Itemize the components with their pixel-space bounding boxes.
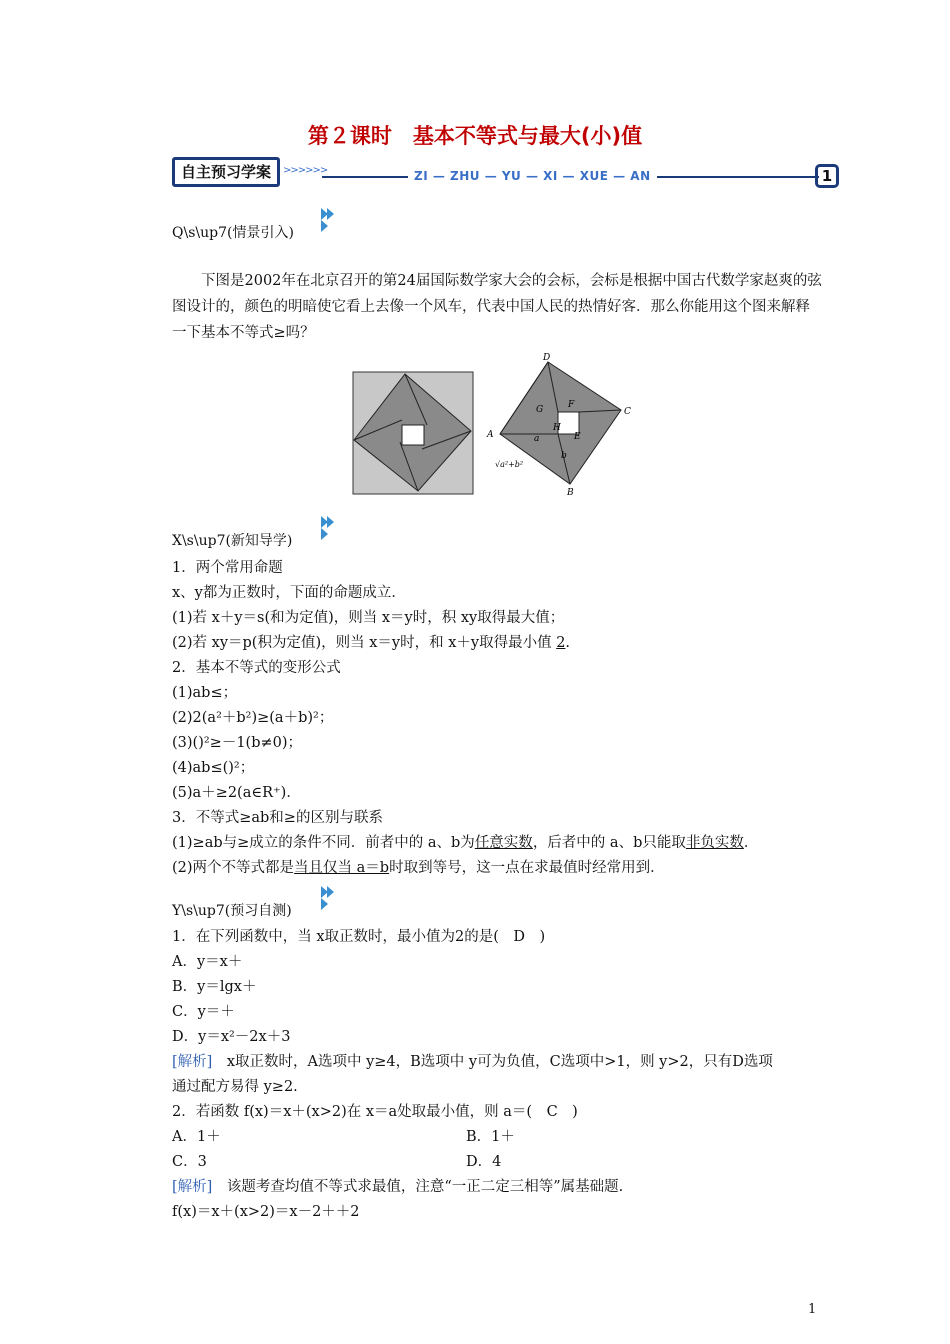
label-a: a — [534, 434, 540, 444]
section-intro: Q\s\up7(情景引入) — [172, 225, 294, 241]
page-number: 1 — [808, 1302, 817, 1317]
chevron-icon — [318, 884, 338, 914]
section-knowledge: X\s\up7(新知导学) — [172, 533, 293, 549]
chevron-icon — [318, 206, 338, 236]
analysis-2: [解析] 该题考查均值不等式求最值，注意“一正二定三相等”属基础题. — [172, 1179, 624, 1195]
option-a: A．y＝x＋ — [172, 954, 243, 970]
knowledge-line: 2．基本不等式的变形公式 — [172, 660, 341, 676]
label-E: E — [574, 432, 581, 442]
question-2: 2．若函数 f(x)＝x＋(x>2)在 x＝a处取最小值，则 a＝( C ) — [172, 1104, 578, 1120]
analysis-1: [解析] x取正数时，A选项中 y≥4，B选项中 y可为负值，C选项中>1，则 y>2，只有D选项 — [172, 1054, 773, 1070]
option-d: D．y＝x²－2x＋3 — [172, 1029, 291, 1045]
option-a: A．1＋ — [172, 1129, 221, 1145]
label-D: D — [543, 353, 551, 363]
option-c: C．3 — [172, 1154, 207, 1170]
knowledge-line: (2)两个不等式都是当且仅当 a＝b时取到等号，这一点在求最值时经常用到． — [172, 860, 665, 876]
page-title: 第２课时 基本不等式与最大(小)值 — [307, 124, 643, 148]
option-b: B．1＋ — [466, 1129, 515, 1145]
intro-paragraph: 下图是2002年在北京召开的第24届国际数学家大会的会标，会标是根据中国古代数学家赵爽的弦图设计的，颜色的明暗使它看上去像一个风车，代表中国人民的热情好客．那么你能用这个图来解释一下基本不等式≥吗？ — [172, 273, 822, 341]
label-A: A — [487, 430, 494, 440]
knowledge-line: (1)若 x＋y＝s(和为定值)，则当 x＝y时，积 xy取得最大值； — [172, 610, 565, 626]
option-c: C．y＝＋ — [172, 1004, 235, 1020]
knowledge-line: 3．不等式≥ab和≥的区别与联系 — [172, 810, 383, 826]
question-1: 1．在下列函数中，当 x取正数时，最小值为2的是( D ) — [172, 929, 546, 945]
knowledge-line: (5)a＋≥2(a∈R⁺)． — [172, 785, 301, 801]
label-F: F — [568, 400, 575, 410]
label-C: C — [624, 407, 631, 417]
label-H: H — [553, 423, 561, 433]
banner-number: 1 — [815, 164, 839, 188]
knowledge-line: (4)ab≤()²； — [172, 760, 255, 776]
zhao-shuang-diagram — [350, 350, 640, 500]
banner-pinyin: ZI — ZHU — YU — XI — XUE — AN — [408, 169, 657, 183]
knowledge-line: (1)ab≤； — [172, 685, 238, 701]
analysis-2-formula: f(x)＝x＋(x>2)＝x－2＋＋2 — [172, 1204, 360, 1220]
analysis-1-cont: 通过配方易得 y≥2. — [172, 1079, 298, 1095]
banner-label: 自主预习学案 — [172, 157, 280, 187]
label-G: G — [536, 405, 544, 415]
knowledge-line: x、y都为正数时，下面的命题成立． — [172, 585, 406, 601]
label-b: b — [561, 451, 567, 461]
knowledge-line: 1．两个常用命题 — [172, 560, 283, 576]
section-selftest: Y\s\up7(预习自测) — [172, 903, 292, 919]
knowledge-line: (1)≥ab与≥成立的条件不同．前者中的 a、b为任意实数，后者中的 a、b只能取非负实数． — [172, 835, 759, 851]
banner-arrows: >>>>>> — [283, 165, 328, 176]
chevron-icon — [318, 514, 338, 544]
knowledge-line: (2)2(a²＋b²)≥(a＋b)²； — [172, 710, 334, 726]
option-d: D．4 — [466, 1154, 502, 1170]
label-sqrt: √a²+b² — [495, 460, 524, 469]
knowledge-line: (3)()²≥－1(b≠0)； — [172, 735, 303, 751]
label-B: B — [567, 488, 574, 498]
knowledge-line: (2)若 xy＝p(积为定值)，则当 x＝y时，和 x＋y取得最小值 2. — [172, 635, 571, 651]
option-b: B．y＝lgx＋ — [172, 979, 257, 995]
